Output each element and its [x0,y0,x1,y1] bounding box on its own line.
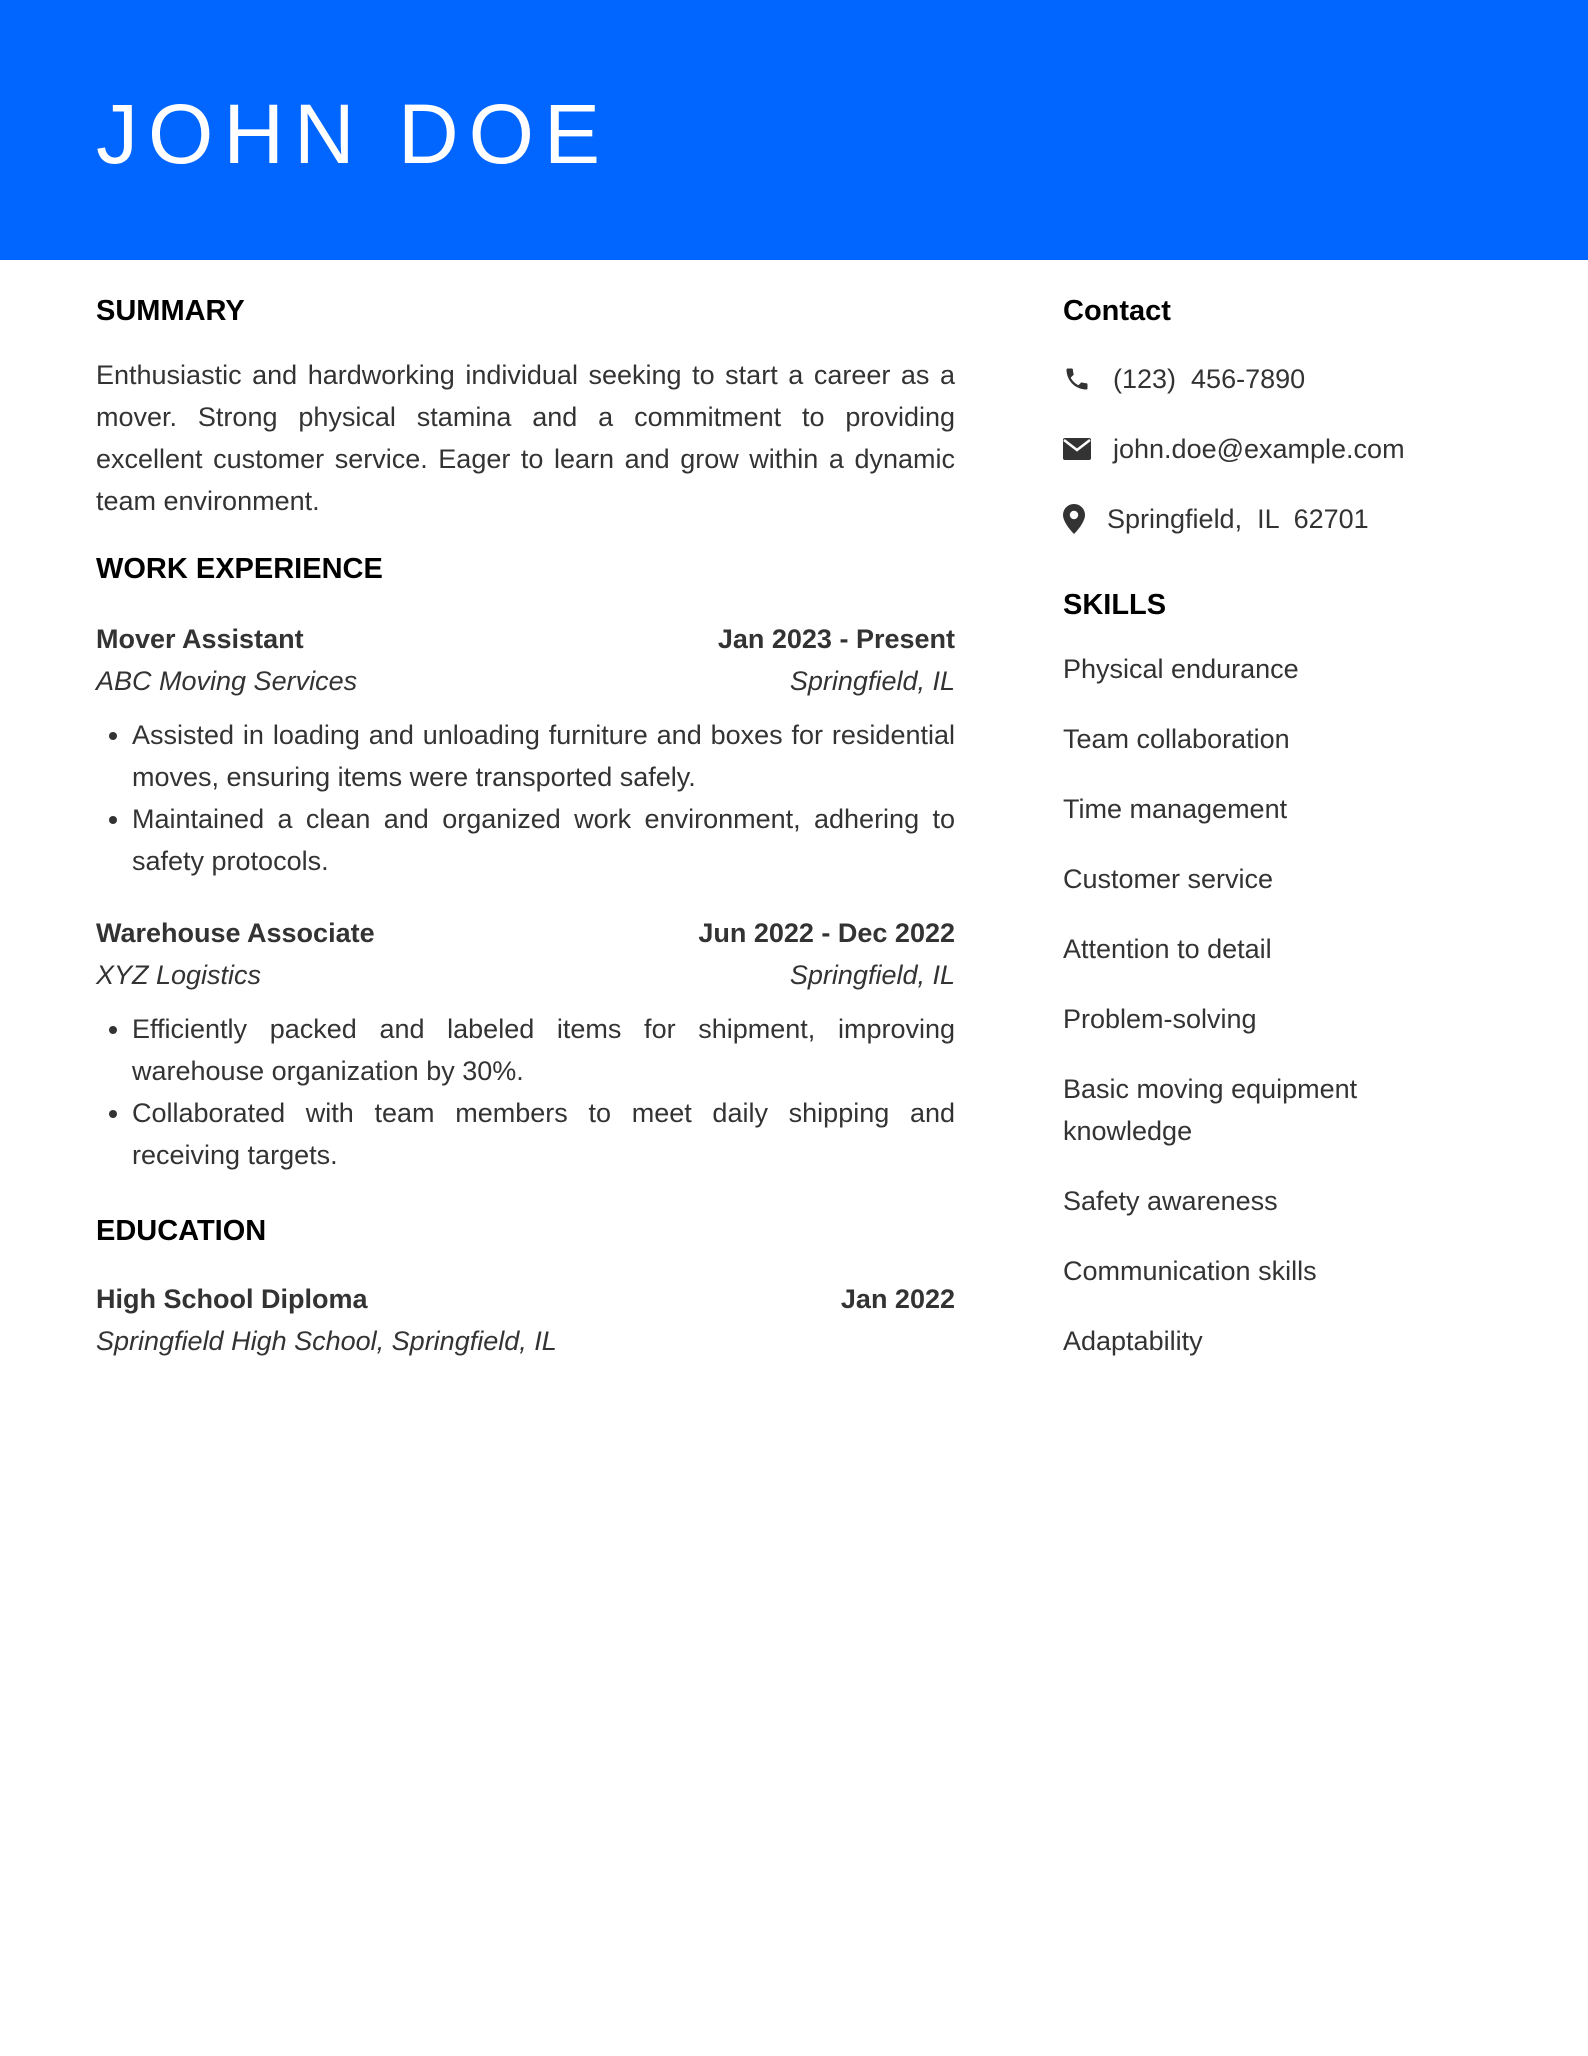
job-location: Springfield, IL [789,960,955,990]
skill-item: Time management [1063,794,1288,824]
skill-item: Physical endurance [1063,654,1299,684]
skill-item: Communication skills [1063,1256,1317,1286]
job-bullet: • Assisted in loading and unloading furniture and boxes for residential moves, ensuring items were transported safely. [132,714,955,798]
main-column [96,290,955,1362]
job-entry [96,912,955,1176]
skill-item: Team collaboration [1063,724,1290,754]
skill-item: Customer service [1063,864,1274,894]
contact-heading: Contact [1063,295,1171,327]
job-bullets [96,714,955,882]
skill-item: Problem-solving [1063,1004,1257,1034]
job-dates: Jun 2022 - Dec 2022 [698,918,955,948]
job-company: XYZ Logistics [96,960,262,990]
job-title: Warehouse Associate [96,918,375,948]
education-heading: EDUCATION [96,1215,267,1247]
education-school: Springfield High School, Springfield, IL [96,1326,557,1356]
email-address: john.doe@example.com [1113,433,1405,464]
contact-email [1063,428,1503,470]
header-banner [0,0,1588,260]
envelope-icon [1063,434,1103,464]
contact-address [1063,498,1503,540]
phone-number: (123) 456-7890 [1113,363,1306,394]
job-title: Mover Assistant [96,624,304,654]
skills-heading: SKILLS [1063,589,1167,621]
education-degree: High School Diploma [96,1284,368,1314]
skills-list [1063,648,1503,1362]
job-bullet: • Maintained a clean and organized work environment, adhering to safety protocols. [132,798,955,882]
skill-item: Basic moving equipment knowledge [1063,1074,1358,1146]
job-bullet: • Efficiently packed and labeled items for shipment, improving warehouse organization by 30%. [132,1008,955,1092]
job-location: Springfield, IL [789,666,955,696]
sidebar-column [1063,290,1503,1390]
job-company: ABC Moving Services [96,666,358,696]
skill-item: Attention to detail [1063,934,1272,964]
map-pin-icon [1063,504,1097,534]
job-entry [96,618,955,882]
work-experience-heading: WORK EXPERIENCE [96,553,383,585]
address-text: Springfield, IL 62701 [1107,503,1369,534]
skill-item: Safety awareness [1063,1186,1278,1216]
job-bullet: • Collaborated with team members to meet daily shipping and receiving targets. [132,1092,955,1176]
skill-item: Adaptability [1063,1326,1203,1356]
phone-icon [1063,364,1103,394]
summary-heading: SUMMARY [96,295,245,327]
summary-text: Enthusiastic and hardworking individual seeking to start a career as a mover. Strong physical stamina and a commitment to providing excellent customer service. Eager to learn and grow within a dynamic team environment. [96,360,955,516]
job-bullets [96,1008,955,1176]
contact-list [1063,358,1503,540]
job-dates: Jan 2023 - Present [717,624,955,654]
education-date: Jan 2022 [840,1284,955,1314]
education-entry [96,1278,955,1362]
contact-phone [1063,358,1503,400]
candidate-name: JOHN DOE [96,87,611,181]
